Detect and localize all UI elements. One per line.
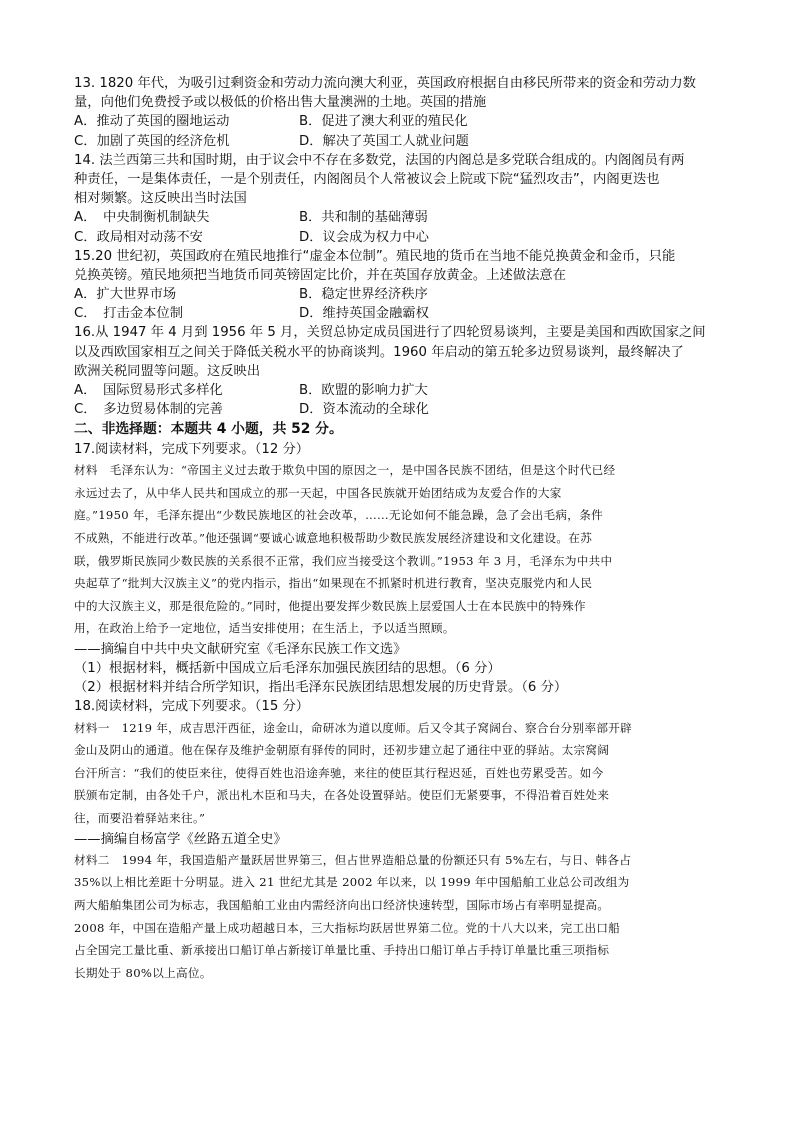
options-row [74, 112, 724, 131]
material-line: 2008 年，中国在造船产量上成功超越日本，三大指标均跃居世界第二位。党的十八大以来，完工出口船 [74, 920, 621, 935]
material-line: 联，俄罗斯民族同少数民族的关系很不正常，我们应当接受这个教训。”1953 年 3 月，毛泽东为中共中 [74, 553, 613, 568]
material-line: 往，而要沿着驿站来往。” [74, 811, 206, 826]
option-c: C． 多边贸易体制的完善 [74, 402, 223, 418]
material-line: 35%以上相比差距十分明显。进入 21 世纪尤其是 2002 年以来，以 1999 年中国船舶工业总公司改组为 [74, 875, 630, 890]
options-row [74, 304, 724, 323]
question-stem-line: 欧洲关税同盟等问题。这反映出 [74, 363, 261, 379]
options-row [74, 400, 724, 419]
options-row [74, 381, 724, 400]
option-d: D．解决了英国工人就业问题 [299, 133, 469, 149]
question-stem-line: 以及西欧国家相互之间关于降低关税水平的协商谈判。1960 年启动的第五轮多边贸易谈判，最终解决了 [74, 344, 684, 360]
material-line: 材料 毛泽东认为：“帝国主义过去敢于欺负中国的原因之一，是中国各民族不团结，但是这个时代已经 [74, 463, 616, 478]
material-line: 不成熟，不能进行改革。”他还强调“要诚心诚意地积极帮助少数民族发展经济建设和文化建设。在苏 [74, 530, 593, 545]
material-line: 材料二 1994 年，我国造船产量跃居世界第三，但占世界造船总量的份额还只有 5%左右，与日、韩各占 [74, 852, 632, 867]
material-line: 金山及阴山的通道。他在保存及维护金朝原有驿传的同时，还初步建立起了通往中亚的驿站。太宗窝阔 [74, 743, 610, 758]
options-row [74, 228, 724, 247]
option-b: B．稳定世界经济秩序 [299, 287, 428, 303]
exam-page [74, 74, 724, 984]
option-a: A． 中央制衡机制缺失 [74, 210, 210, 226]
material-line: 长期处于 80%以上高位。 [74, 965, 212, 980]
option-c: C．政局相对动荡不安 [74, 229, 203, 245]
option-a: A．推动了英国的圈地运动 [74, 114, 230, 130]
option-c: C． 打击金本位制 [74, 306, 184, 322]
question-14 [74, 151, 724, 247]
material-line: 两大船舶集团公司为标志，我国船舶工业由内需经济向出口经济快速转型，国际市场占有率明显提高。 [74, 898, 610, 912]
question-stem-line: 兑换英镑。殖民地须把当地货币同英镑固定比价，并在英国存放黄金。上述做法意在 [74, 267, 566, 283]
material-source: ——摘编自中共中央文献研究室《毛泽东民族工作文选》 [74, 641, 407, 657]
option-b: B．促进了澳大利亚的殖民化 [299, 114, 468, 130]
option-a: A．扩大世界市场 [74, 287, 177, 303]
options-row [74, 208, 724, 227]
material-line: 台汗所言：“我们的使臣来往，使得百姓也沿途奔驰，来往的使臣其行程迟延，百姓也劳累受苦。如今 [74, 765, 604, 780]
question-stem-line: 相对频繁。这反映出当时法国 [74, 191, 247, 207]
material-line: 庭。”1950 年，毛泽东提出“少数民族地区的社会改革，……无论如何不能急躁，急了会出毛病，条件 [74, 508, 603, 523]
question-stem-line: 15.20 世纪初，英国政府在殖民地推行“虚金本位制”。殖民地的货币在当地不能兑换黄金和金币，只能 [74, 248, 676, 264]
option-a: A． 国际贸易形式多样化 [74, 383, 223, 398]
question-16 [74, 323, 724, 419]
option-d: D．资本流动的全球化 [299, 402, 429, 418]
question-15 [74, 247, 724, 324]
material-line: 占全国完工量比重、新承接出口船订单占新接订单量比重、手持出口船订单占手持订单量比重三项指标 [74, 943, 610, 958]
question-13 [74, 74, 724, 151]
question-stem-line: 13. 1820 年代，为吸引过剩资金和劳动力流向澳大利亚，英国政府根据自由移民所带来的资金和劳动力数 [74, 76, 696, 91]
option-d: D．维持英国金融霸权 [299, 306, 429, 322]
material-line: 央起草了“批判大汉族主义”的党内指示，指出“如果现在不抓紧时机进行教育，坚决克服党内和人民 [74, 576, 593, 591]
question-17 [74, 440, 724, 698]
question-title: 18.阅读材料，完成下列要求。（15 分） [74, 699, 310, 715]
sub-question-1: （1）根据材料，概括新中国成立后毛泽东加强民族团结的思想。（6 分） [74, 661, 501, 677]
material-line: 永远过去了，从中华人民共和国成立的那一天起，中国各民族就开始团结成为友爱合作的大家 [74, 485, 562, 500]
options-row [74, 285, 724, 304]
sub-question-2: （2）根据材料并结合所学知识，指出毛泽东民族团结思想发展的历史背景。（6 分） [74, 680, 568, 696]
question-18 [74, 697, 724, 984]
question-stem-line: 14. 法兰西第三共和国时期，由于议会中不存在多数党，法国的内阁总是多党联合组成的。内阁阁员有两 [74, 152, 685, 168]
option-c: C．加剧了英国的经济危机 [74, 133, 230, 149]
option-b: B．共和制的基础薄弱 [299, 210, 428, 226]
question-stem-line: 16.从 1947 年 4 月到 1956 年 5 月，关贸总协定成员国进行了四轮贸易谈判，主要是美国和西欧国家之间 [74, 325, 706, 341]
question-stem-line: 种责任，一是集体责任，一是个别责任，内阁阁员个人常被议会上院或下院“猛烈攻击”，内阁更迭也 [74, 171, 660, 187]
question-stem-line: 量，向他们免费授予或以极低的价格出售大量澳洲的土地。英国的措施 [74, 95, 487, 111]
material-line: 材料一 1219 年，成吉思汗西征，途金山，命研冰为道以度师。后又令其子窝阔台、察合台分别率部开辟 [74, 720, 633, 735]
option-b: B．欧盟的影响力扩大 [299, 383, 428, 398]
material-line: 用，在政治上给予一定地位，适当安排使用；在生活上，予以适当照顾。 [74, 621, 455, 636]
section-heading: 二、非选择题：本题共 4 小题，共 52 分。 [74, 421, 343, 438]
question-title: 17.阅读材料，完成下列要求。（12 分） [74, 441, 310, 457]
material-line: 朕颁布定制，由各处千户，派出札木臣和马夫，在各处设置驿站。使臣们无紧要事，不得沿着百姓处来 [74, 788, 610, 803]
material-line: 中的大汉族主义，那是很危险的。”同时，他提出要发挥少数民族上层爱国人士在本民族中的特殊作 [74, 598, 586, 613]
material-source: ——摘编自杨富学《丝路五道全史》 [74, 831, 287, 847]
option-d: D．议会成为权力中心 [299, 229, 429, 245]
options-row [74, 132, 724, 151]
